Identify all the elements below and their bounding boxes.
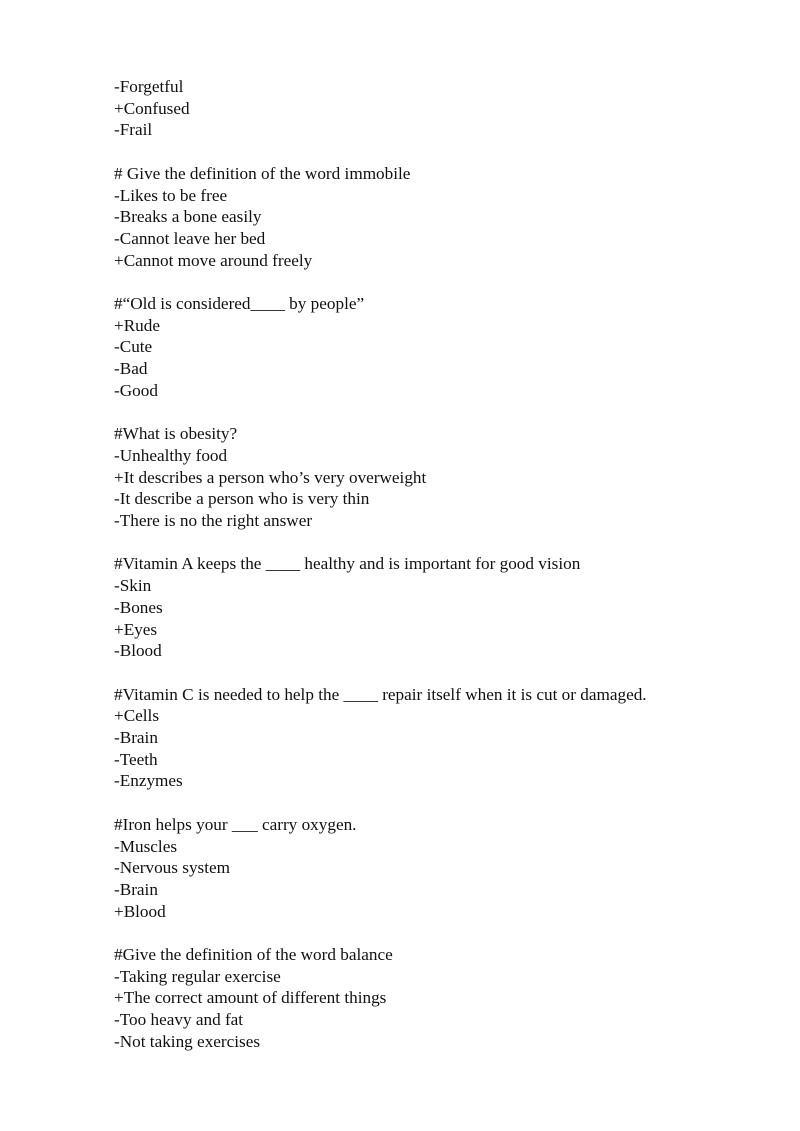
answer-option-correct: +Blood	[114, 901, 166, 921]
answer-option-correct: +Rude	[114, 315, 160, 335]
answer-option: -Skin	[114, 576, 152, 596]
answer-option: -Cute	[114, 337, 153, 357]
question-block	[114, 423, 754, 532]
question-text: #Give the definition of the word balance	[114, 945, 393, 965]
answer-option: -Taking regular exercise	[114, 966, 281, 986]
answer-option: -Blood	[114, 641, 162, 661]
answer-option: -Bones	[114, 597, 163, 617]
answer-option: -Good	[114, 380, 158, 400]
answer-option: -Nervous system	[114, 858, 230, 878]
answer-option: -Not taking exercises	[114, 1031, 261, 1051]
answer-option-correct: +Eyes	[114, 619, 158, 639]
answer-option: -Bad	[114, 359, 148, 379]
answer-option: -Cannot leave her bed	[114, 228, 266, 248]
question-block	[114, 944, 754, 1053]
answer-option-correct: +Cannot move around freely	[114, 250, 313, 270]
answer-option: -Forgetful	[114, 77, 184, 96]
answer-option-correct: +The correct amount of different things	[114, 988, 387, 1008]
answer-option: -Enzymes	[114, 771, 183, 791]
question-block	[114, 684, 754, 793]
question-text: #“Old is considered____ by people”	[114, 294, 365, 313]
question-block	[114, 553, 754, 662]
answer-option: -Breaks a bone easily	[114, 207, 262, 227]
question-text: #What is obesity?	[114, 424, 238, 444]
answer-option: -Frail	[114, 120, 153, 140]
quiz-content	[114, 76, 754, 1074]
answer-option: -It describe a person who is very thin	[114, 489, 370, 509]
question-text: #Iron helps your ___ carry oxygen.	[114, 814, 357, 834]
answer-option: -Muscles	[114, 836, 178, 856]
question-text: # Give the definition of the word immobile	[114, 163, 411, 183]
question-block	[114, 814, 754, 923]
answer-option: -There is no the right answer	[114, 511, 313, 531]
answer-option: -Teeth	[114, 749, 158, 769]
answer-option: -Brain	[114, 879, 158, 899]
answer-option-correct: +It describes a person who’s very overweight	[114, 467, 427, 487]
answer-option-correct: +Cells	[114, 706, 160, 726]
answer-option: -Unhealthy food	[114, 445, 228, 465]
question-block	[114, 163, 754, 272]
question-block	[114, 76, 754, 141]
question-block	[114, 293, 754, 402]
answer-option: -Too heavy and fat	[114, 1010, 244, 1030]
answer-option: -Likes to be free	[114, 185, 228, 205]
question-text: #Vitamin C is needed to help the ____ repair itself when it is cut or damaged.	[114, 684, 647, 704]
question-text: #Vitamin A keeps the ____ healthy and is important for good vision	[114, 554, 581, 574]
answer-option: -Brain	[114, 728, 158, 748]
answer-option-correct: +Confused	[114, 98, 190, 118]
